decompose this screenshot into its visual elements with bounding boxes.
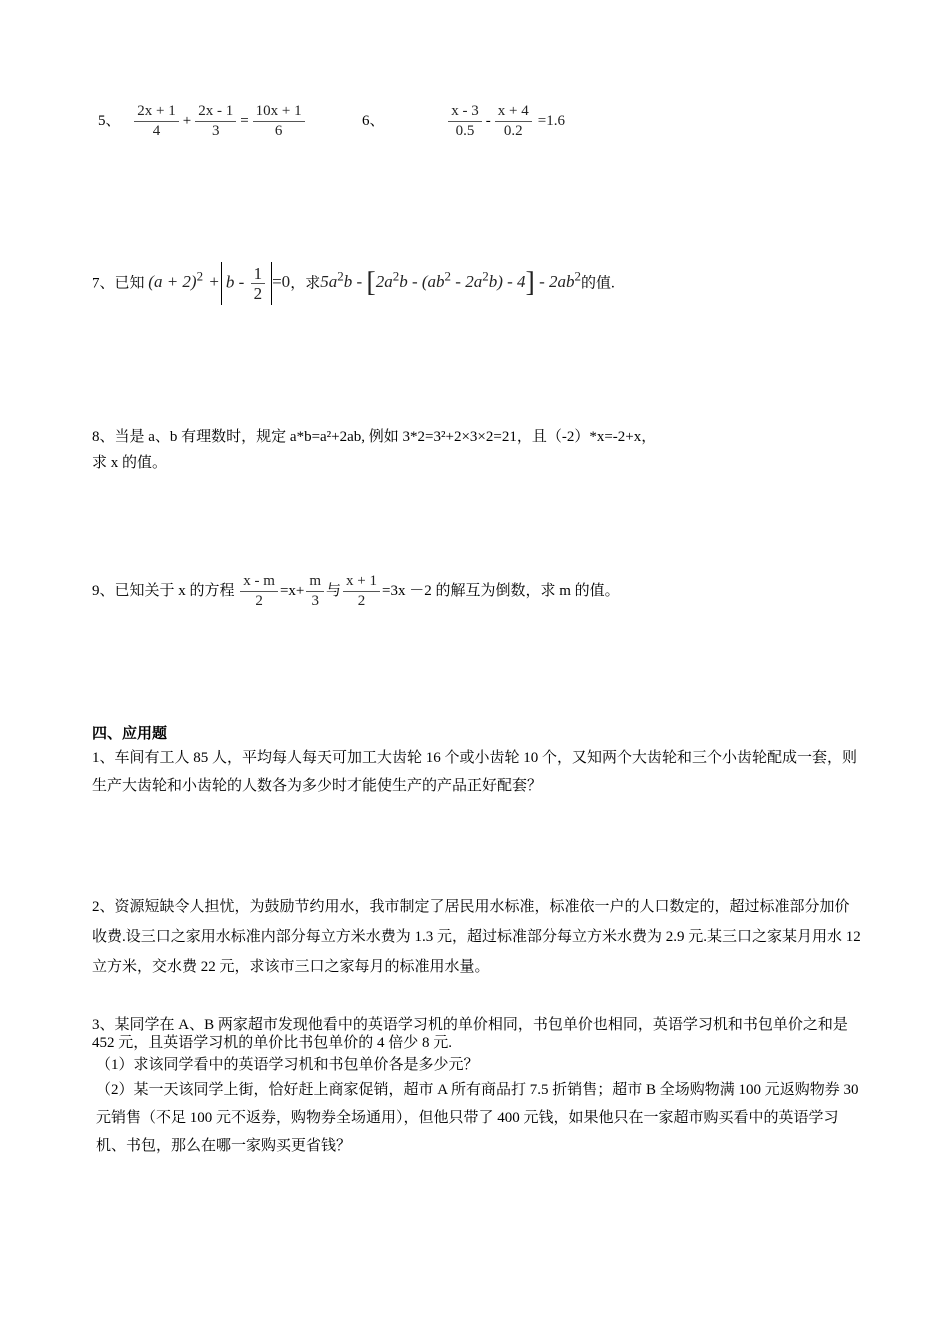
numerator: m [306,572,324,592]
absolute-value [221,262,272,305]
denominator: 2 [357,593,366,609]
bracket-left: [ [366,267,376,299]
denominator: 0.2 [503,123,523,139]
application-question-2: 2、资源短缺令人担忧，为鼓励节约用水，我市制定了居民用水标准，标准依一户的人口数定的，超过标准部分加价收费.设三口之家用水标准内部分每立方米水费为 1.3 元，超过标准部分每立方米水费为 2.9 元.某三口之家某月用水 12 立方米，交水费 22 元，求该市三口之家每月的标准用水量。 [92,899,861,975]
problem-text-line: 求 x 的值。 [92,455,168,471]
problem-number: 6、 [362,112,385,129]
fraction [448,102,482,141]
numerator: x - 3 [448,102,482,122]
expression: 2a [375,272,393,292]
numerator: x + 4 [495,102,532,122]
numerator: x - m [240,572,278,592]
fraction [195,102,236,141]
problem-5 [98,102,307,141]
expression: b - [343,272,363,292]
fraction [253,102,305,141]
problem-text: =x+ [279,582,305,599]
numerator: 2x - 1 [195,102,236,122]
problem-number: 7、 [92,275,115,292]
operator: - [485,112,491,129]
expression: - 2ab [534,272,575,292]
problem-text: =3x －2 的解互为倒数，求 m 的值。 [382,582,620,599]
fraction [343,572,380,611]
fraction [495,102,532,141]
application-question-3-part-1: （1）求该同学看中的英语学习机和书包单价各是多少元？ [96,1057,479,1073]
equals-zero: =0 [272,272,291,292]
problem-text-line: 8、当是 a、b 有理数时，规定 a*b=a²+2ab, 例如 3*2=3²+2×3×2=21，且（-2）*x=-2+x， [92,429,657,445]
denominator: 0.5 [455,123,475,139]
fraction [134,102,178,141]
numerator: 10x + 1 [253,102,305,122]
end-text: 的值. [581,275,615,292]
expression: b - [225,272,245,292]
expression: b - (ab [399,272,445,292]
expression: - 2a [451,272,483,292]
equals-sign: = [240,112,249,129]
expression: b) - 4 [488,272,526,292]
fraction [240,572,278,611]
numerator: 2x + 1 [134,102,178,122]
bracket-right: ] [525,267,535,299]
expression: 5a [320,272,338,292]
operator: + [182,112,192,129]
problem-8 [92,424,656,476]
denominator: 2 [253,284,263,303]
problem-7: 7、已知 $(a + 2)^2 + b$ - $\frac{1}{2}$ =0，求$5a^2b - [2a^2b - (ab^2 - 2a^2b) - 4] - 2ab^2$的值. [92,264,615,303]
application-question-1: 1、车间有工人 85 人，平均每人每天可加工大齿轮 16 个或小齿轮 10 个，又知两个大齿轮和三个小齿轮配成一套，则生产大齿轮和小齿轮的人数各为多少时才能使生产的产品正好配套？ [92,750,858,794]
operator: + [209,272,219,292]
numerator: 1 [251,264,266,284]
problem-text: 与 [326,582,342,599]
section-heading: 四、应用题 [92,726,168,742]
numerator: x + 1 [343,572,380,592]
denominator: 3 [311,593,319,609]
fraction [251,264,266,303]
separator-text: ，求 [290,275,321,292]
denominator: 6 [274,123,283,139]
given-label: 已知 [114,275,145,292]
denominator: 2 [255,593,263,609]
right-hand-side: =1.6 [537,112,565,129]
fraction [306,572,324,611]
application-question-3-intro: 3、某同学在 A、B 两家超市发现他看中的英语学习机的单价相同，书包单价也相同，英语学习机和书包单价之和是 452 元，且英语学习机的单价比书包单价的 4 倍少 8 元. [92,1017,848,1051]
denominator: 4 [152,123,161,139]
exponent: 2 [196,268,204,284]
problem-number: 5、 [98,112,121,129]
expression: (a + 2) [148,272,197,292]
problem-9 [92,572,620,611]
application-question-3-part-2: （2）某一天该同学上街，恰好赶上商家促销，超市 A 所有商品打 7.5 折销售；超市 B 全场购物满 100 元返购物券 30 元销售（不足 100 元不返券，购物券全场通用），但他只带了 400 元钱，如果他只在一家超市购买看中的英语学习机、书包，那么在哪一家购买更省钱？ [96,1082,859,1154]
problem-6 [362,102,565,141]
problem-text: 9、已知关于 x 的方程 [92,582,235,599]
denominator: 3 [211,123,220,139]
